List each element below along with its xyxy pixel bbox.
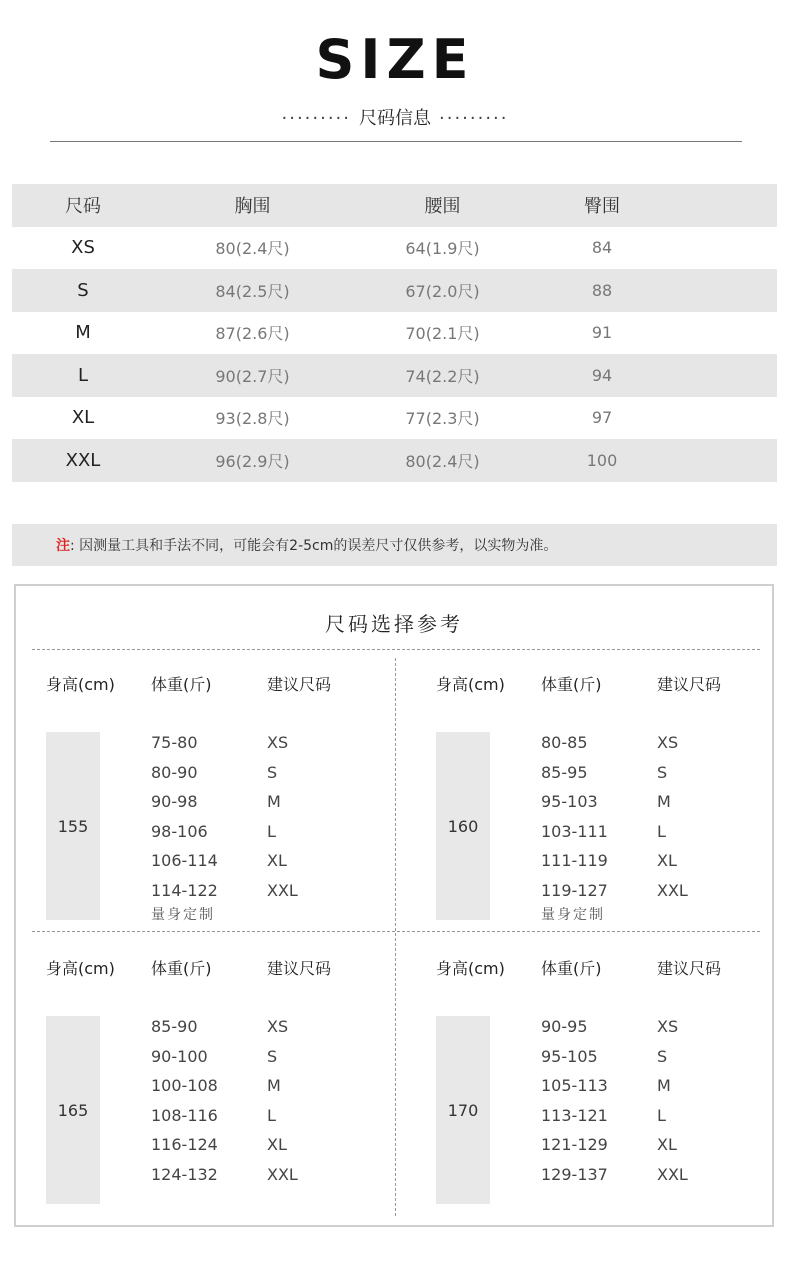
cell-hip: 100	[586, 450, 618, 470]
weight-list	[151, 728, 218, 905]
header-weight: 体重(斤)	[541, 959, 602, 978]
cell-bust: 96(2.9尺)	[215, 451, 290, 471]
header-recommended-size: 建议尺码	[657, 959, 722, 978]
size-table-header	[12, 184, 777, 227]
header-weight: 体重(斤)	[151, 959, 212, 978]
cell-waist: 77(2.3尺)	[405, 409, 480, 429]
size-list	[267, 1012, 298, 1189]
dashed-divider-vertical	[395, 658, 396, 1216]
table-row	[12, 227, 777, 270]
size-list	[657, 728, 688, 905]
page-title: SIZE	[315, 28, 475, 91]
recommended-size: XXL	[657, 1164, 688, 1184]
header-height: 身高(cm)	[436, 959, 505, 978]
header-recommended-size: 建议尺码	[267, 675, 332, 694]
recommended-size: XL	[657, 1135, 677, 1154]
weight-list	[541, 1012, 608, 1189]
recommended-size: L	[657, 821, 666, 841]
weight-range: 103-111	[541, 821, 608, 841]
custom-size-label: 量身定制	[151, 907, 215, 923]
weight-range: 85-95	[541, 762, 588, 782]
recommended-size: S	[267, 1046, 278, 1066]
note-text: : 因测量工具和手法不同，可能会有2-5cm的误差尺寸仅供参考，以实物为准。	[70, 538, 558, 554]
cell-hip: 88	[591, 280, 613, 300]
cell-size: S	[77, 279, 89, 301]
recommended-size: M	[267, 1076, 281, 1095]
weight-range: 116-124	[151, 1135, 218, 1154]
weight-range: 80-85	[541, 733, 588, 752]
dashed-divider	[32, 649, 760, 650]
table-row	[12, 439, 777, 482]
header-height: 身高(cm)	[436, 675, 505, 694]
weight-range: 100-108	[151, 1076, 218, 1095]
weight-range: 108-116	[151, 1105, 218, 1125]
weight-range: 95-103	[541, 792, 598, 811]
recommended-size: S	[657, 1046, 668, 1066]
weight-range: 121-129	[541, 1135, 608, 1154]
header-height: 身高(cm)	[46, 675, 115, 694]
weight-range: 80-90	[151, 762, 198, 782]
cell-waist: 80(2.4尺)	[405, 451, 480, 471]
size-guide	[14, 584, 774, 1227]
recommended-size: L	[267, 821, 276, 841]
height-value: 165	[46, 1016, 100, 1204]
weight-range: 119-127	[541, 880, 608, 900]
recommended-size: XL	[267, 1135, 287, 1154]
recommended-size: XS	[657, 1017, 679, 1036]
cell-bust: 84(2.5尺)	[215, 281, 290, 301]
cell-waist: 67(2.0尺)	[405, 281, 480, 301]
section-subtitle	[0, 104, 790, 130]
cell-hip: 94	[591, 365, 613, 385]
weight-range: 90-95	[541, 1017, 588, 1036]
weight-range: 129-137	[541, 1164, 608, 1184]
table-row	[12, 354, 777, 397]
weight-range: 105-113	[541, 1076, 608, 1095]
recommended-size: M	[657, 1076, 671, 1095]
cell-size: XL	[71, 407, 95, 429]
weight-range: 111-119	[541, 851, 608, 870]
height-value: 160	[436, 732, 490, 920]
cell-hip: 97	[591, 408, 613, 428]
cell-waist: 70(2.1尺)	[405, 324, 480, 344]
recommended-size: M	[267, 792, 281, 811]
recommended-size: XS	[657, 733, 679, 752]
cell-hip: 91	[591, 323, 613, 343]
weight-range: 98-106	[151, 821, 208, 841]
weight-range: 95-105	[541, 1046, 598, 1066]
weight-range: 75-80	[151, 733, 198, 752]
weight-range: 90-100	[151, 1046, 208, 1066]
recommended-size: S	[267, 762, 278, 782]
recommended-size: XXL	[267, 1164, 298, 1184]
recommended-size: XXL	[267, 880, 298, 900]
header-recommended-size: 建议尺码	[657, 675, 722, 694]
table-row	[12, 269, 777, 312]
size-guide-title: 尺码选择参考	[325, 612, 463, 636]
weight-list	[541, 728, 608, 905]
recommended-size: M	[657, 792, 671, 811]
weight-list	[151, 1012, 218, 1189]
cell-size: XS	[71, 237, 95, 259]
weight-range: 114-122	[151, 880, 218, 900]
weight-range: 90-98	[151, 792, 198, 811]
table-row	[12, 397, 777, 440]
cell-waist: 64(1.9尺)	[405, 239, 480, 259]
cell-bust: 93(2.8尺)	[215, 409, 290, 429]
measurement-note	[12, 524, 777, 566]
guide-block-160	[418, 672, 778, 942]
cell-size: XXL	[65, 449, 101, 471]
cell-size: L	[77, 364, 89, 386]
divider	[50, 141, 742, 142]
note-label: 注	[56, 538, 70, 554]
recommended-size: XXL	[657, 880, 688, 900]
recommended-size: XS	[267, 1017, 289, 1036]
table-row	[12, 312, 777, 355]
decorative-dots-right: ·········	[439, 108, 509, 129]
recommended-size: S	[657, 762, 668, 782]
cell-size: M	[75, 322, 91, 344]
weight-range: 124-132	[151, 1164, 218, 1184]
cell-hip: 84	[591, 238, 613, 258]
weight-range: 85-90	[151, 1017, 198, 1036]
guide-block-165	[28, 956, 388, 1226]
height-value: 155	[46, 732, 100, 920]
custom-size-label: 量身定制	[541, 907, 605, 923]
guide-block-170	[418, 956, 778, 1226]
size-list	[267, 728, 298, 905]
size-list	[657, 1012, 688, 1189]
guide-block-155	[28, 672, 388, 942]
header-recommended-size: 建议尺码	[267, 959, 332, 978]
weight-range: 106-114	[151, 851, 218, 870]
cell-bust: 87(2.6尺)	[215, 324, 290, 344]
recommended-size: XS	[267, 733, 289, 752]
cell-bust: 90(2.7尺)	[215, 366, 290, 386]
header-weight: 体重(斤)	[541, 675, 602, 694]
weight-range: 113-121	[541, 1105, 608, 1125]
recommended-size: L	[267, 1105, 276, 1125]
cell-waist: 74(2.2尺)	[405, 366, 480, 386]
size-table	[12, 184, 777, 482]
subtitle-text: 尺码信息	[359, 108, 431, 129]
recommended-size: L	[657, 1105, 666, 1125]
header-waist: 腰围	[424, 196, 461, 218]
header-hip: 臀围	[584, 196, 620, 218]
cell-bust: 80(2.4尺)	[215, 239, 290, 259]
height-value: 170	[436, 1016, 490, 1204]
header-height: 身高(cm)	[46, 959, 115, 978]
recommended-size: XL	[657, 851, 677, 870]
decorative-dots-left: ·········	[281, 108, 351, 129]
header-bust: 胸围	[234, 196, 271, 218]
header-size: 尺码	[65, 196, 101, 218]
header-weight: 体重(斤)	[151, 675, 212, 694]
recommended-size: XL	[267, 851, 287, 870]
